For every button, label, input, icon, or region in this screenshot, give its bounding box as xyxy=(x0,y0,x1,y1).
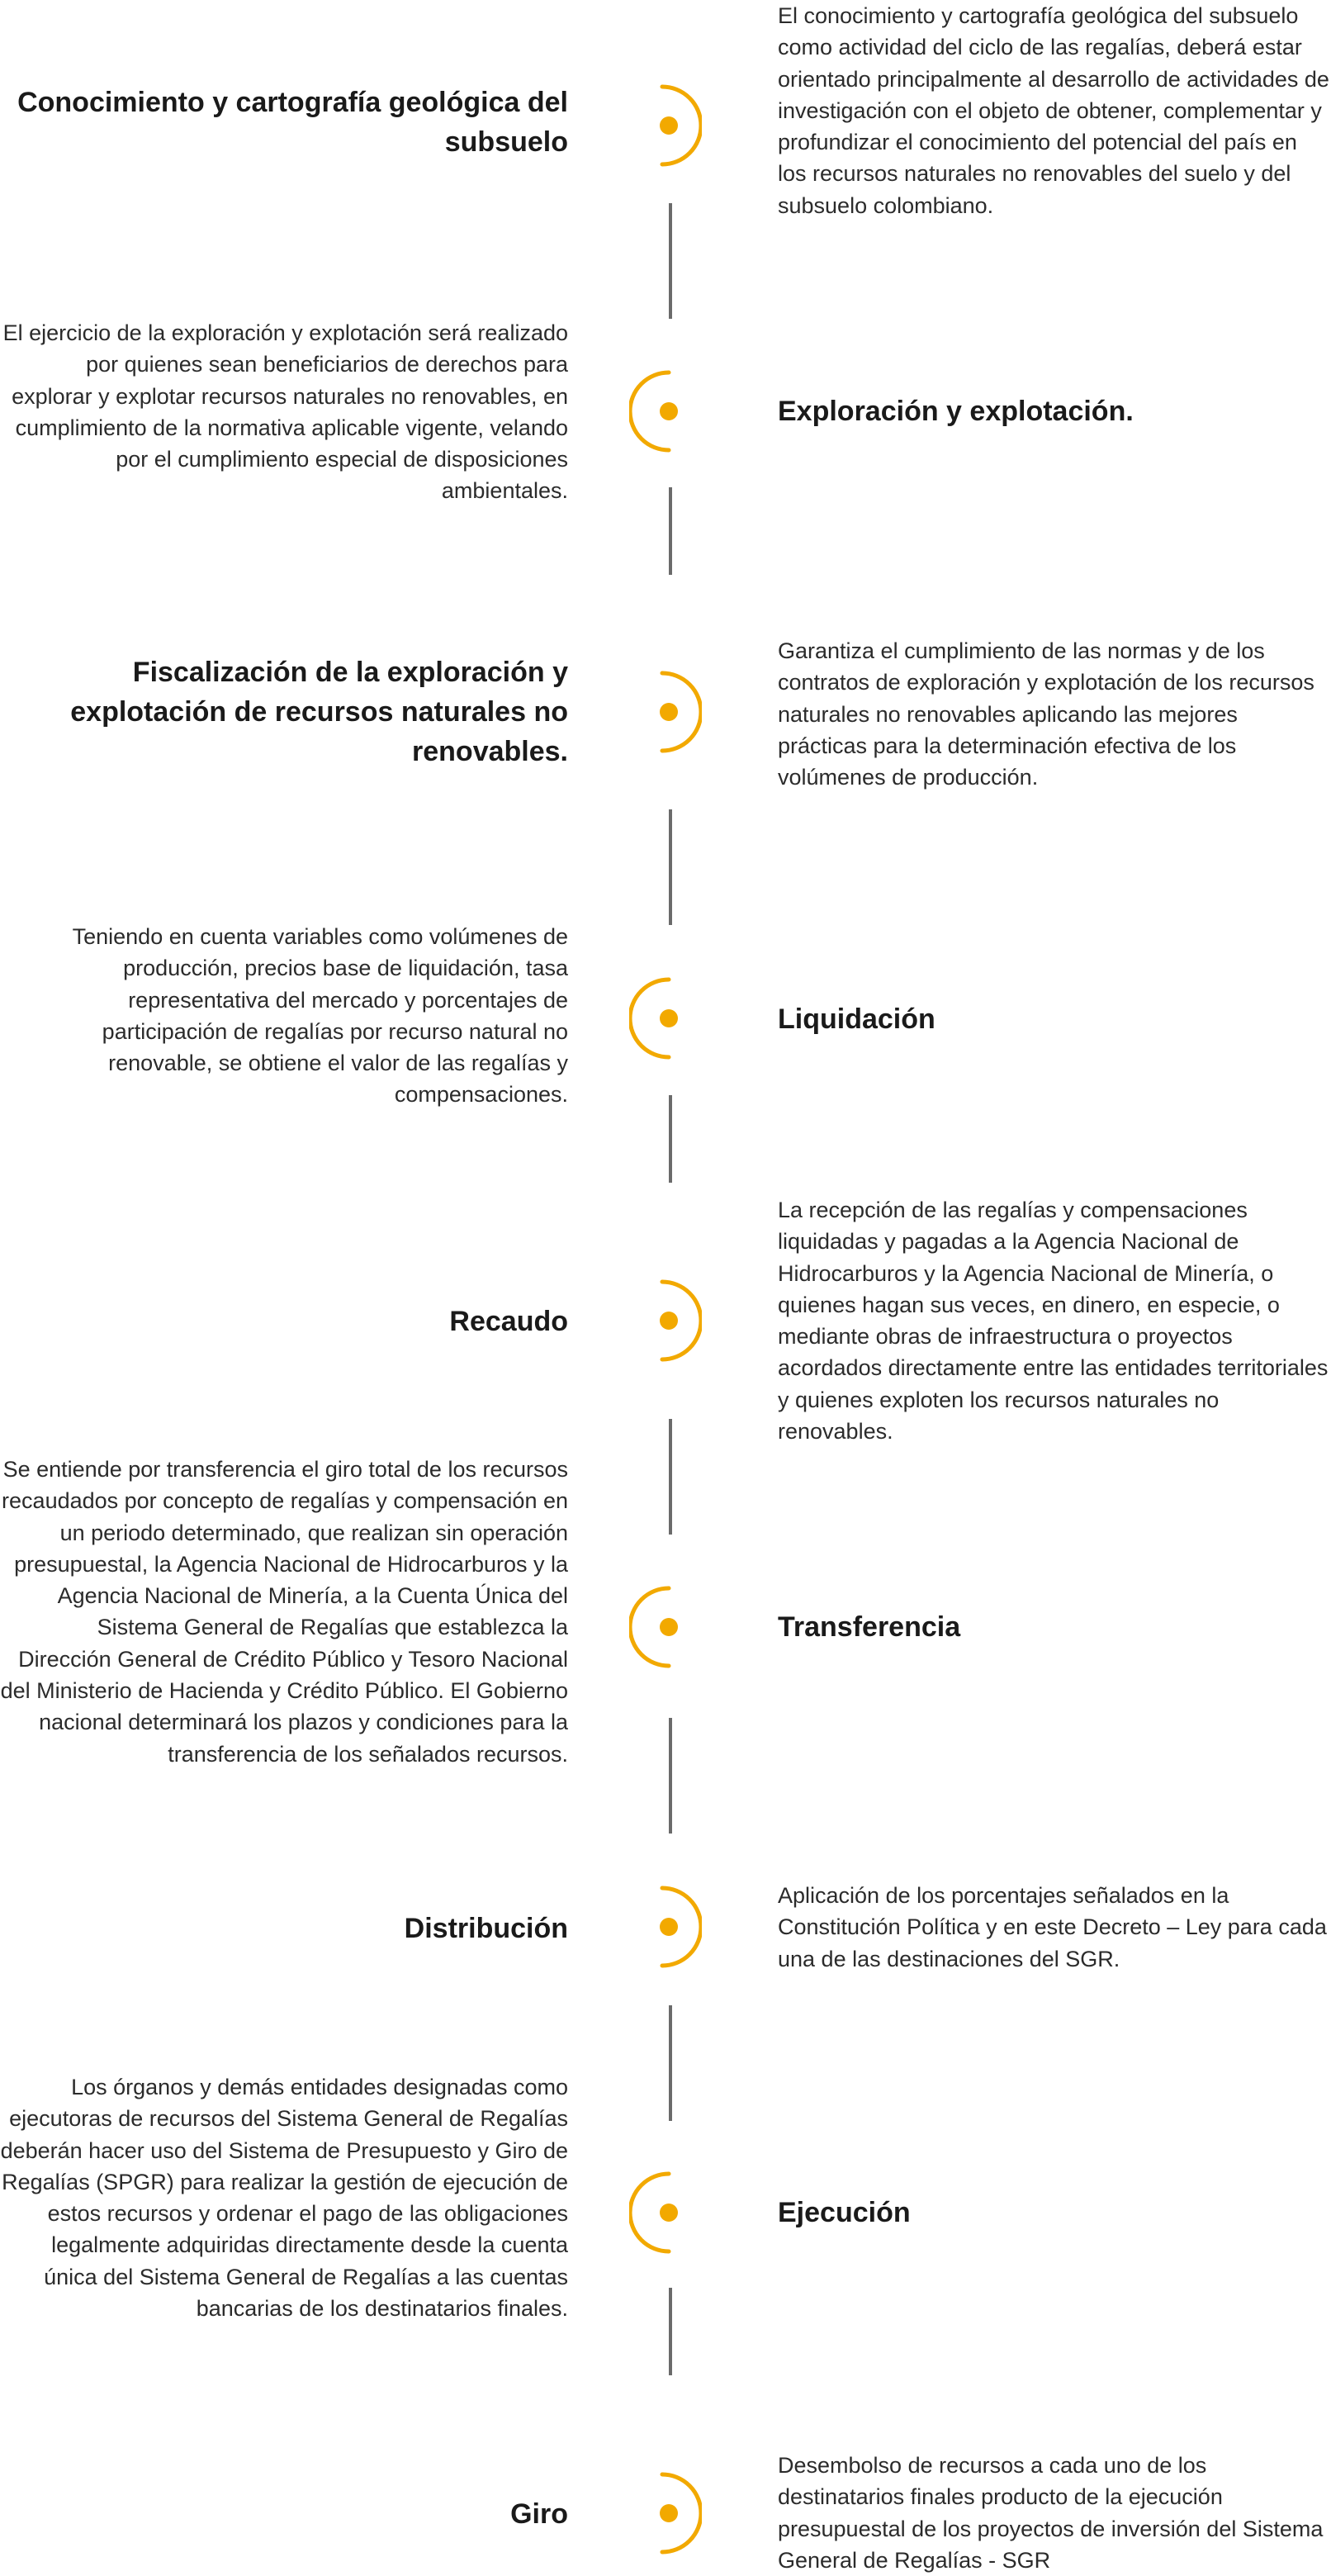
step-title: Ejecución xyxy=(778,2197,911,2228)
step-description: El conocimiento y cartografía geológica del subsuelo como actividad del ciclo de las regalías, deberá estar orientado principalmente al desarrollo de actividades de investigación con el objeto de obtener, complementar y profundizar el conocimiento del potencial del país en los recursos naturales no renovables del suelo y del subsuelo colombiano. xyxy=(778,3,1329,218)
timeline-node-icon xyxy=(652,1886,702,1968)
step-title: Transferencia xyxy=(778,1611,961,1643)
timeline-node-icon xyxy=(652,1279,702,1362)
step-title: Fiscalización de la exploración y explotación de recursos naturales no renovables. xyxy=(70,657,568,767)
step-title: Recaudo xyxy=(449,1306,568,1337)
step-title: Exploración y explotación. xyxy=(778,396,1134,427)
step-description: Aplicación de los porcentajes señalados en la Constitución Política y en este Decreto – Ley para cada una de las destinaciones del SGR. xyxy=(778,1883,1327,1971)
timeline-connector xyxy=(669,1718,672,1834)
step-description: Desembolso de recursos a cada uno de los destinatarios finales producto de la ejecución presupuestal de los proyectos de inversión del Sistema General de Regalías - SGR xyxy=(778,2453,1324,2573)
timeline-node-icon xyxy=(629,370,679,453)
step-description: Se entiende por transferencia el giro total de los recursos recaudados por concepto de regalías y compensación en un periodo determinado, que realizan sin operación presupuestal, la Agencia Nacional de Hidrocarburos y la Agencia Nacional de Minería, a la Cuenta Única del Sistema General de Regalías que establezca la Dirección General de Crédito Público y Tesoro Nacional del Ministerio de Hacienda y Crédito Público. El Gobierno nacional determinará los plazos y condiciones para la transferencia de los señalados recursos. xyxy=(0,1457,568,1767)
step-title: Liquidación xyxy=(778,1003,935,1035)
step-description: El ejercicio de la exploración y explotación será realizado por quienes sean beneficiarios de derechos para explorar y explotar recursos naturales no renovables, en cumplimiento de la normativa aplicable vigente, velando por el cumplimiento especial de disposiciones ambientales. xyxy=(2,320,568,504)
step-title: Conocimiento y cartografía geológica del subsuelo xyxy=(17,87,568,158)
step-description: Los órganos y demás entidades designadas como ejecutoras de recursos del Sistema General de Regalías deberán hacer uso del Sistema de Presupuesto y Giro de Regalías (SPGR) para realizar la gestión de ejecución de estos recursos y ordenar el pago de las obligaciones legalmente adquiridas directamente desde la cuenta única del Sistema General de Regalías a las cuentas bancarias de los destinatarios finales. xyxy=(0,2075,568,2322)
step-title: Giro xyxy=(510,2498,568,2530)
timeline-connector xyxy=(669,203,672,319)
step-description: Teniendo en cuenta variables como volúmenes de producción, precios base de liquidación, tasa representativa del mercado y porcentajes de participación de regalías por recurso natural no renovable, se obtiene el valor de las regalías y compensaciones. xyxy=(72,924,568,1108)
timeline-connector xyxy=(669,1419,672,1535)
timeline-node-icon xyxy=(652,671,702,753)
timeline-connector xyxy=(669,809,672,925)
timeline-connector xyxy=(669,2288,672,2375)
timeline-node-icon xyxy=(629,2171,679,2254)
step-description: La recepción de las regalías y compensaciones liquidadas y pagadas a la Agencia Nacional de Hidrocarburos y la Agencia Nacional de Minería, o quienes hagan sus veces, en dinero, en especie, o mediante obras de infraestructura o proyectos acordados directamente entre las entidades territoriales y quienes exploten los recursos naturales no renovables. xyxy=(778,1198,1329,1445)
timeline-connector xyxy=(669,2005,672,2121)
timeline-node-icon xyxy=(652,84,702,167)
timeline-connector xyxy=(669,487,672,575)
timeline-node-icon xyxy=(652,2472,702,2555)
timeline-connector xyxy=(669,1095,672,1183)
step-title: Distribución xyxy=(404,1913,568,1944)
step-description: Garantiza el cumplimiento de las normas y de los contratos de exploración y explotación de los recursos naturales no renovables aplicando las mejores prácticas para la determinación efectiva de los volúmenes de producción. xyxy=(778,638,1314,790)
timeline-node-icon xyxy=(629,977,679,1060)
timeline-node-icon xyxy=(629,1586,679,1668)
